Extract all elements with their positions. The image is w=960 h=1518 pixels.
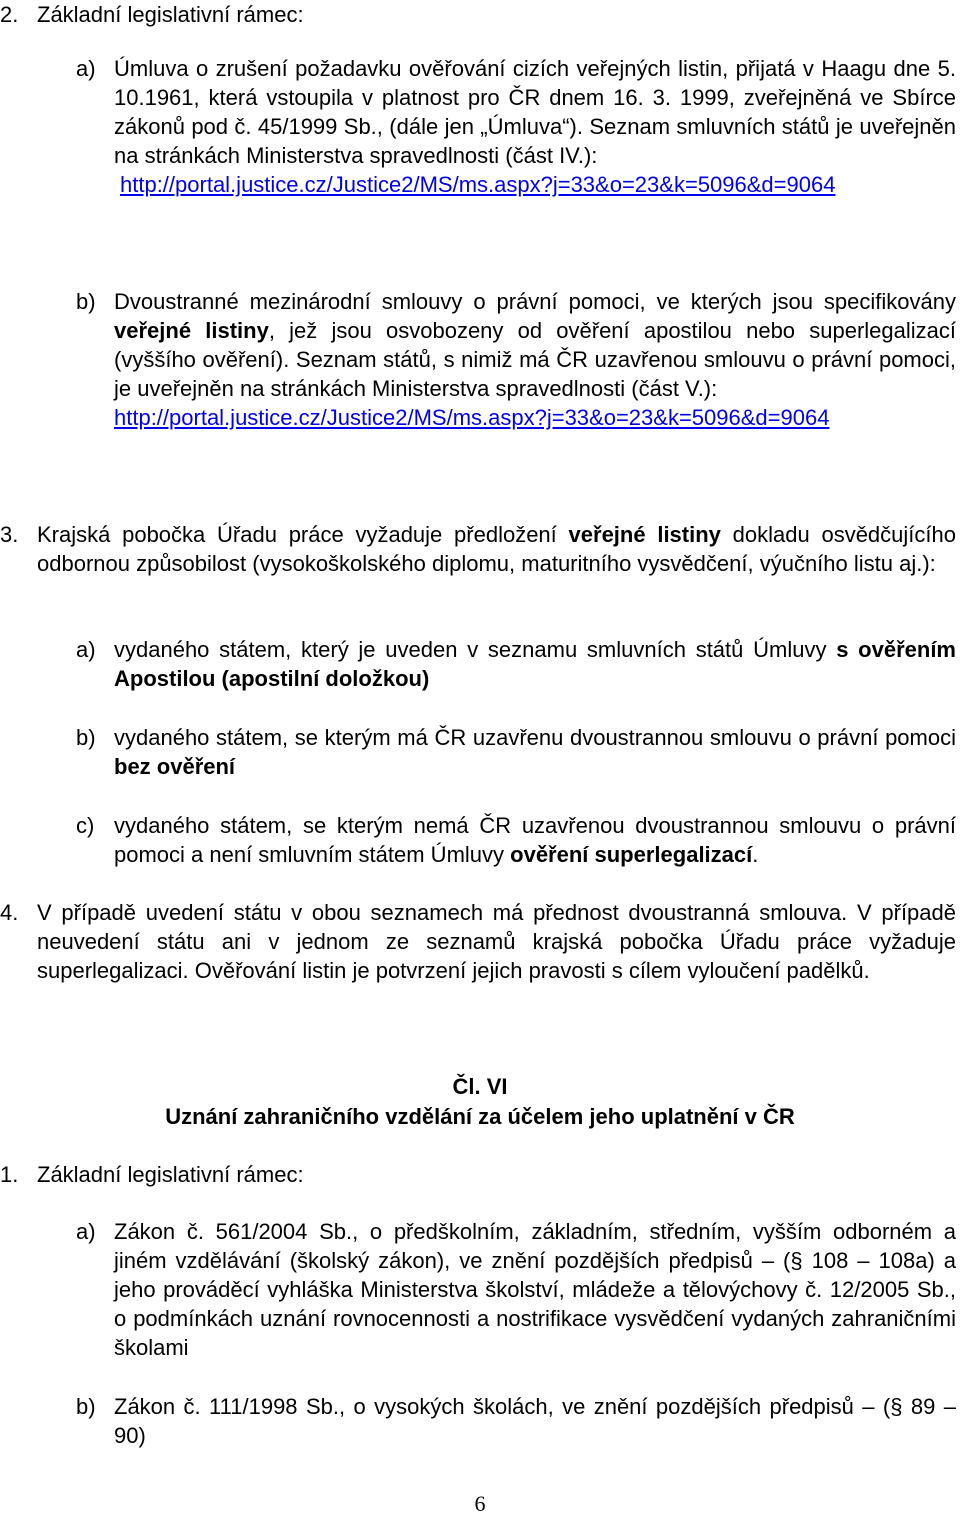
item-text: Úmluva o zrušení požadavku ověřování cizích veřejných listin, přijatá v Haagu dne 5. 10.1961, která vstoupila v platnost pro ČR dnem 16. 3. 1999, zveřejněná ve Sbírce zákonů pod č. 45/1999 Sb., (dále jen „Úmluva“). Seznam smluvních států je uveřejněn na stránkách Ministerstva spravedlnosti (část IV.):: [114, 56, 956, 168]
item-text: vydaného státem, se kterým nemá ČR uzavřenou dvoustrannou smlouvu o právní pomoci a není smluvním státem Úmluvy ověření superlegalizací.: [114, 813, 956, 867]
section-3: [0, 520, 956, 578]
bold-text: ověření superlegalizací: [510, 842, 753, 867]
section-number: 2.: [0, 2, 19, 27]
item-label: a): [76, 56, 96, 81]
section-text: Krajská pobočka Úřadu práce vyžaduje předložení veřejné listiny dokladu osvědčujícího odbornou způsobilost (vysokoškolského diplomu, maturitního vysvědčení, výučního listu aj.):: [37, 522, 956, 576]
item-label: b): [76, 1394, 96, 1419]
item-body: [114, 54, 956, 199]
bold-text: s ověřením Apostilou (apostilní doložkou): [114, 637, 956, 691]
item-text: vydaného státem, se kterým má ČR uzavřenu dvoustrannou smlouvu o právní pomoci bez ověření: [114, 725, 956, 779]
item-text: vydaného státem, který je uveden v seznamu smluvních států Úmluvy s ověřením Apostilou (apostilní doložkou): [114, 637, 956, 691]
item-text: Dvoustranné mezinárodní smlouvy o právní pomoci, ve kterých jsou specifikovány veřejné listiny, jež jsou osvobozeny od ověření apostilou nebo superlegalizací (vyššího ověření). Seznam států, s nimiž má ČR uzavřenou smlouvu o právní pomoci, je uveřejněn na stránkách Ministerstva spravedlnosti (část V.):: [114, 289, 956, 401]
item-3c: [76, 811, 956, 869]
item-text: Zákon č. 561/2004 Sb., o předškolním, základním, středním, vyšším odborném a jiném vzdělávání (školský zákon), ve znění pozdějších předpisů – (§ 108 – 108a) a jeho prováděcí vyhláška Ministerstva školství, mládeže a tělovýchovy č. 12/2005 Sb., o podmínkách uznání rovnocennosti a nostrifikace vysvědčení vydaných zahraničními školami: [114, 1219, 956, 1360]
section-title: Základní legislativní rámec:: [37, 1162, 304, 1187]
section-4: [0, 898, 956, 985]
item-text: Zákon č. 111/1998 Sb., o vysokých školách, ve znění pozdějších předpisů – (§ 89 – 90): [114, 1394, 956, 1448]
bold-text: veřejné listiny: [114, 318, 269, 343]
item-1b: [76, 1392, 956, 1450]
item-label: b): [76, 289, 96, 314]
item-label: a): [76, 637, 96, 662]
item-3a: [76, 635, 956, 693]
item-1a: [76, 1217, 956, 1362]
section-title: Základní legislativní rámec:: [37, 2, 304, 27]
section-number: 3.: [0, 522, 19, 547]
section-text: V případě uvedení státu v obou seznamech má přednost dvoustranná smlouva. V případě neuvedení státu ani v jednom ze seznamů krajská pobočka Úřadu práce vyžaduje superlegalizaci. Ověřování listin je potvrzení jejich pravosti s cílem vyloučení padělků.: [37, 900, 956, 983]
item-body: [114, 287, 956, 432]
page-number: 6: [474, 1491, 486, 1516]
article-heading: Čl. VI: [452, 1074, 508, 1099]
item-2b: [76, 287, 956, 432]
section-number: 4.: [0, 900, 19, 925]
bold-text: bez ověření: [114, 754, 236, 779]
item-label: a): [76, 1219, 96, 1244]
section-number: 1.: [0, 1162, 19, 1187]
item-label: c): [76, 813, 95, 838]
bold-text: veřejné listiny: [568, 522, 721, 547]
item-2a: [76, 54, 956, 199]
justice-link[interactable]: http://portal.justice.cz/Justice2/MS/ms.aspx?j=33&o=23&k=5096&d=9064: [120, 172, 836, 197]
item-label: b): [76, 725, 96, 750]
justice-link[interactable]: http://portal.justice.cz/Justice2/MS/ms.aspx?j=33&o=23&k=5096&d=9064: [114, 405, 830, 430]
article-title: Uznání zahraničního vzdělání za účelem jeho uplatnění v ČR: [165, 1104, 795, 1129]
item-3b: [76, 723, 956, 781]
